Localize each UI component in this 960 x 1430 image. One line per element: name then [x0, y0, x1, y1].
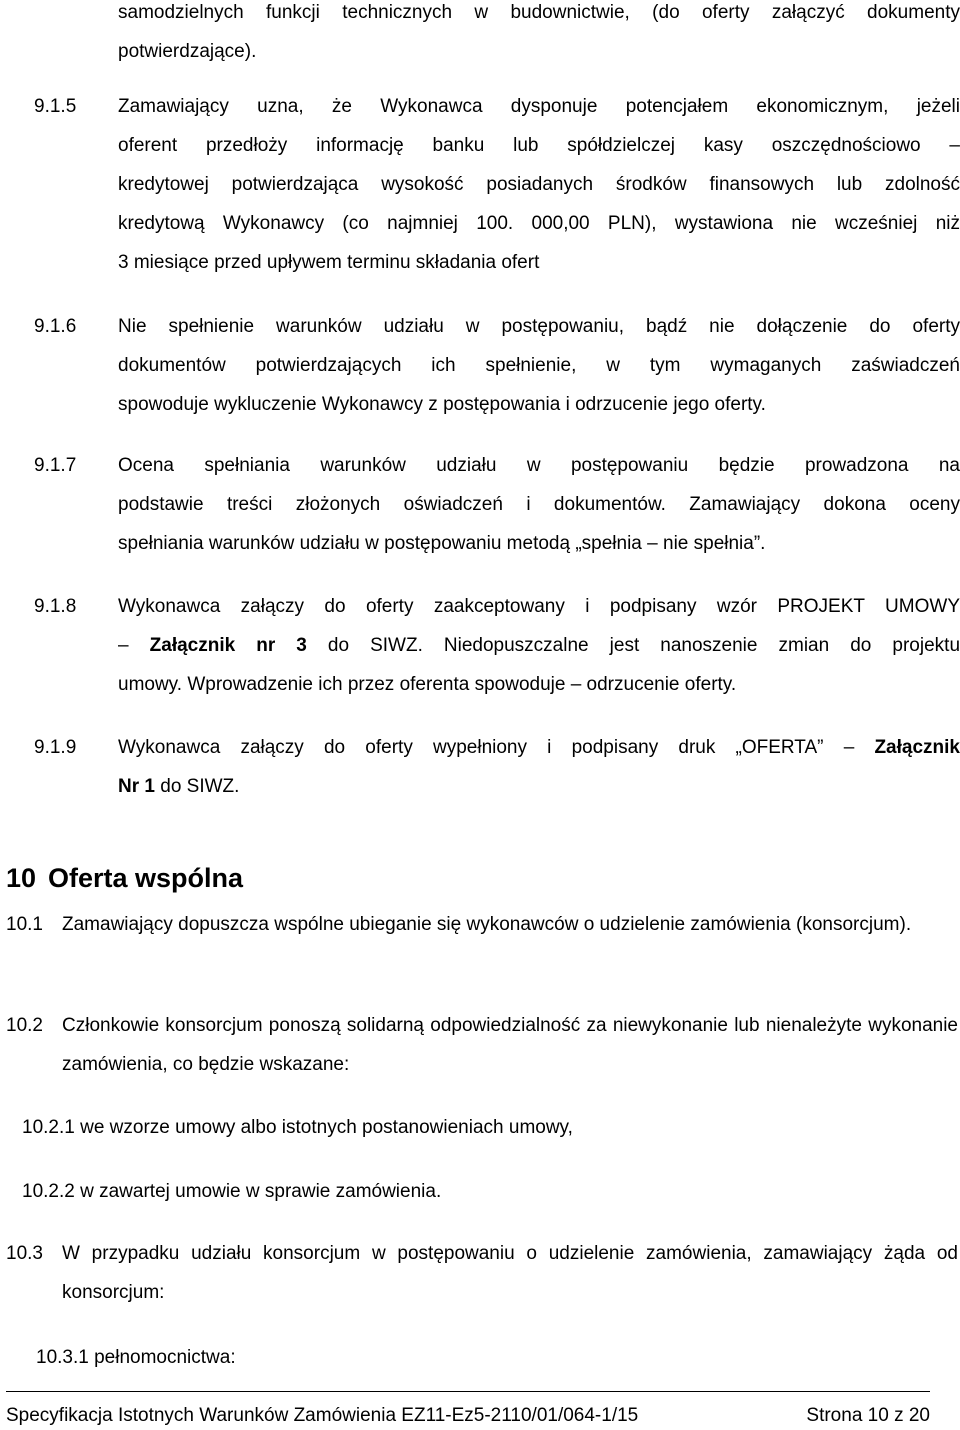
- paragraph-line: kredytowej potwierdzająca wysokość posiadanych środków finansowych lub zdolność: [118, 174, 960, 195]
- footer-divider: [6, 1391, 930, 1392]
- paragraph-line: Zamawiający uzna, że Wykonawca dysponuje potencjałem ekonomicznym, jeżeli: [118, 96, 960, 117]
- item-number-10-2: 10.2: [6, 1015, 43, 1036]
- attachment-reference: Załącznik: [874, 737, 960, 758]
- text-run: do SIWZ.: [160, 776, 240, 797]
- paragraph-line: Nie spełnienie warunków udziału w postępowaniu, bądź nie dołączenie do oferty: [118, 316, 960, 337]
- paragraph-line: samodzielnych funkcji technicznych w budownictwie, (do oferty załączyć dokumenty: [118, 2, 960, 23]
- sub-item-10-2-2: 10.2.2 w zawartej umowie w sprawie zamówienia.: [22, 1181, 442, 1202]
- item-number-9-1-9: 9.1.9: [34, 737, 77, 758]
- item-number-9-1-8: 9.1.8: [34, 596, 77, 617]
- sub-item-10-3-1: 10.3.1 pełnomocnictwa:: [36, 1347, 236, 1368]
- paragraph-9-1-6: [118, 307, 960, 424]
- item-number-9-1-6: 9.1.6: [34, 316, 77, 337]
- paragraph-line: [118, 728, 960, 767]
- paragraph-line: Członkowie konsorcjum ponoszą solidarną odpowiedzialność za niewykonanie lub: [62, 1015, 760, 1036]
- paragraph-line: nienależyte wykonanie zamówienia, co będzie wskazane:: [62, 1015, 958, 1075]
- paragraph-line: 3 miesiące przed upływem terminu składania ofert: [118, 252, 540, 273]
- paragraph-line: potwierdzające).: [118, 41, 257, 62]
- paragraph-line: [118, 767, 960, 806]
- item-number-10-3: 10.3: [6, 1243, 43, 1264]
- paragraph-line: spowoduje wykluczenie Wykonawcy z postępowania i odrzucenie jego oferty.: [118, 394, 766, 415]
- paragraph-10-2: [62, 1006, 958, 1084]
- paragraph-line: umowy. Wprowadzenie ich przez oferenta spowoduje – odrzucenie oferty.: [118, 674, 737, 695]
- sub-item-10-2-1: 10.2.1 we wzorze umowy albo istotnych postanowieniach umowy,: [22, 1117, 573, 1138]
- paragraph-line: dokumentów potwierdzających ich spełnienie, w tym wymaganych zaświadczeń: [118, 355, 960, 376]
- paragraph-line: W przypadku udziału konsorcjum w postępowaniu o udzielenie zamówienia, zamawiający: [62, 1243, 873, 1264]
- item-number-9-1-5: 9.1.5: [34, 96, 77, 117]
- paragraph-line: Wykonawca załączy do oferty zaakceptowany i podpisany wzór PROJEKT UMOWY: [118, 596, 960, 617]
- paragraph-9-1-7: [118, 446, 960, 563]
- section-heading-number: 10: [6, 863, 37, 893]
- section-heading-title: Oferta wspólna: [48, 863, 244, 893]
- paragraph-9-1-5: [118, 87, 960, 282]
- item-number-10-1: 10.1: [6, 914, 43, 935]
- paragraph-line: Zamawiający dopuszcza wspólne ubieganie się wykonawców o udzielenie zamówienia: [62, 914, 791, 935]
- paragraph-line: [118, 626, 960, 665]
- paragraph-line: oferent przedłoży informację banku lub spółdzielczej kasy oszczędnościowo –: [118, 135, 960, 156]
- dash: –: [118, 635, 129, 656]
- paragraph-line: kredytową Wykonawcy (co najmniej 100. 000,00 PLN), wystawiona nie wcześniej niż: [118, 213, 960, 234]
- footer-document-title: Specyfikacja Istotnych Warunków Zamówienia EZ11-Ez5-2110/01/064-1/15: [6, 1405, 639, 1426]
- item-number-9-1-7: 9.1.7: [34, 455, 77, 476]
- paragraph-10-3: [62, 1234, 958, 1312]
- paragraph-line: Ocena spełniania warunków udziału w postępowaniu będzie prowadzona na: [118, 455, 960, 476]
- paragraph-line: żąda od konsorcjum:: [62, 1243, 958, 1303]
- continuation-paragraph: [118, 0, 960, 71]
- section-heading: [6, 858, 243, 898]
- text-run: Wykonawca załączy do oferty wypełniony i podpisany druk „OFERTA” –: [118, 737, 855, 758]
- attachment-reference: Nr 1: [118, 776, 155, 797]
- attachment-reference: Załącznik nr 3: [149, 635, 307, 656]
- paragraph-10-1: [62, 905, 958, 944]
- text-run: do SIWZ. Niedopuszczalne jest nanoszenie zmian do projektu: [327, 635, 960, 656]
- paragraph-line: spełniania warunków udziału w postępowaniu metodą „spełnia – nie spełnia”.: [118, 533, 766, 554]
- paragraph-9-1-8: [118, 587, 960, 704]
- paragraph-9-1-9: [118, 728, 960, 806]
- paragraph-line: podstawie treści złożonych oświadczeń i dokumentów. Zamawiający dokona oceny: [118, 494, 960, 515]
- paragraph-line: (konsorcjum).: [796, 914, 912, 935]
- footer-page-number: Strona 10 z 20: [806, 1405, 930, 1426]
